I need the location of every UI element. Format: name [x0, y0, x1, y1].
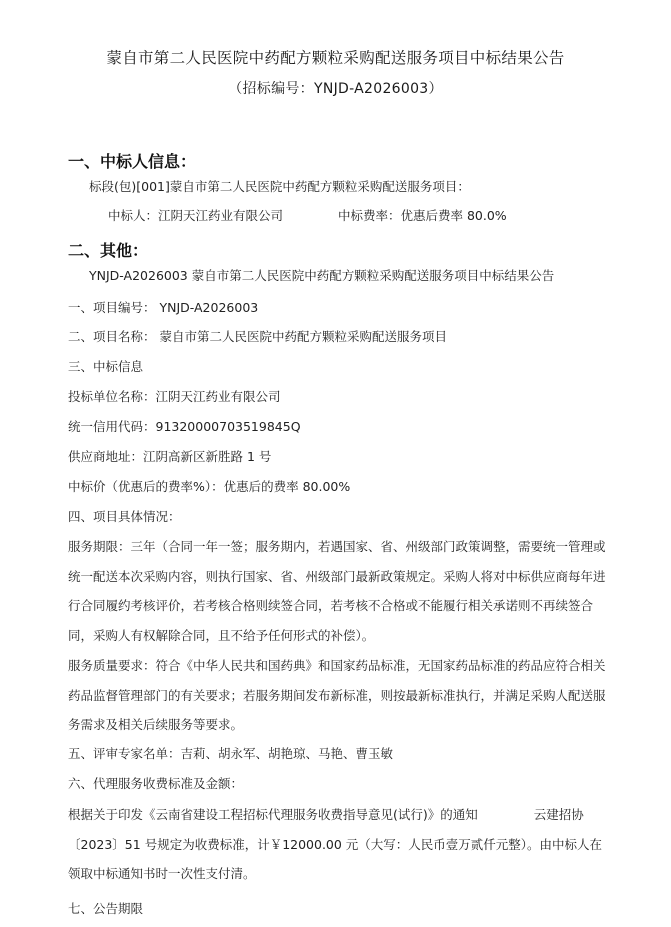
lot-line: 标段(包)[001]蒙自市第二人民医院中药配方颗粒采购配送服务项目： — [89, 179, 470, 194]
notice-period-heading: 七、公告期限 — [68, 901, 144, 916]
award-info-heading: 三、中标信息 — [68, 359, 144, 374]
credit-code-line: 统一信用代码：91320000703519845Q — [68, 419, 301, 434]
fee-heading: 六、代理服务收费标准及金额： — [68, 776, 244, 791]
fee-text-part1: 根据关于印发《云南省建设工程招标代理服务收费指导意见(试行)》的通知 — [68, 807, 478, 822]
project-number-line: 一、项目编号： YNJD-A2026003 — [68, 300, 259, 315]
section-other-heading: 二、其他： — [68, 241, 149, 260]
fee-text-part2: 云建招协〔2023〕51 号规定为收费标准，计￥12000.00 元（大写：人民币壹万贰仟元整）。由中标人在领取中标通知书时一次性支付清。 — [68, 807, 603, 882]
experts-line: 五、评审专家名单：吉莉、胡永军、胡艳琼、马艳、曹玉敏 — [68, 746, 394, 761]
address-line: 供应商地址：江阴高新区新胜路 1 号 — [68, 449, 272, 464]
project-name-line: 二、项目名称： 蒙自市第二人民医院中药配方颗粒采购配送服务项目 — [68, 329, 447, 344]
section-winner-heading: 一、中标人信息： — [68, 152, 197, 171]
bidder-line: 投标单位名称：江阴天江药业有限公司 — [68, 389, 281, 404]
rate-line: 中标费率：优惠后费率 80.0% — [338, 208, 507, 223]
quality-paragraph: 服务质量要求：符合《中华人民共和国药典》和国家药品标准，无国家药品标准的药品应符合相关药品监督管理部门的有关要求；若服务期间发布新标准，则按最新标准执行，并满足采购人配送服务需求及相关后续服务等要求。 — [68, 658, 606, 733]
winner-line: 中标人：江阴天江药业有限公司 — [108, 208, 284, 223]
announcement-title: 蒙自市第二人民医院中药配方颗粒采购配送服务项目中标结果公告 — [106, 49, 565, 67]
tender-number: （招标编号：YNJD-A2026003） — [228, 81, 443, 97]
project-details-heading: 四、项目具体情况： — [68, 509, 181, 524]
fee-paragraph — [68, 800, 608, 889]
price-line: 中标价（优惠后的费率%）：优惠后的费率 80.00% — [68, 479, 351, 494]
repeat-title-line: YNJD-A2026003 蒙自市第二人民医院中药配方颗粒采购配送服务项目中标结果公告 — [89, 268, 555, 283]
service-period-paragraph: 服务期限：三年（合同一年一签；服务期内，若遇国家、省、州级部门政策调整，需要统一管理或统一配送本次采购内容，则执行国家、省、州级部门最新政策规定。采购人将对中标供应商每年进行合同履约考核评价，若考核合格则续签合同，若考核不合格或不能履行相关承诺则不再续签合同，采购人有权解除合同，且不给予任何形式的补偿）。 — [68, 539, 606, 643]
